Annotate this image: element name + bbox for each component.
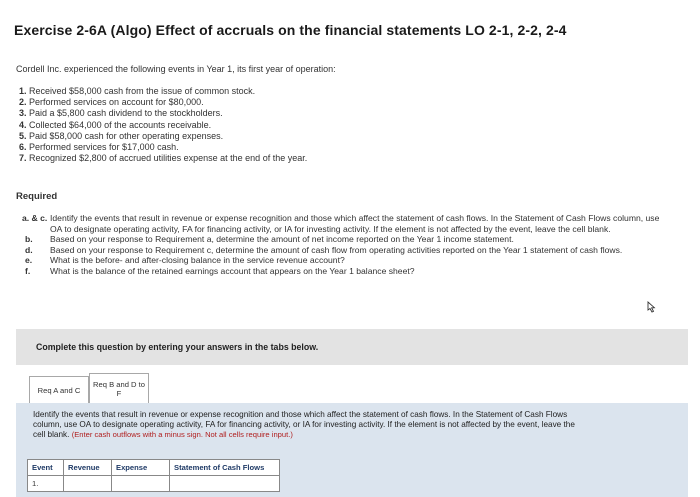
requirement-item <box>22 266 662 277</box>
requirement-text: What is the before- and after-closing balance in the service revenue account? <box>50 255 345 266</box>
tab-req-a-and-c[interactable]: Req A and C <box>29 376 89 404</box>
requirement-label: a. & c. <box>22 213 48 223</box>
event-number: 7. <box>19 153 27 164</box>
event-text: Collected $64,000 of the accounts receivable. <box>29 119 212 130</box>
list-item <box>19 108 307 119</box>
panel-instructions <box>33 410 581 439</box>
revenue-input[interactable] <box>64 476 112 492</box>
event-number: 5. <box>19 130 27 141</box>
cursor-icon <box>644 300 658 314</box>
panel-instruction-text: Identify the events that result in revenue or expense recognition and those which affect the statement of cash flows. In the Statement of Cash Flows column, use OA to designate operating activity, FA for financing activity, or IA for investing activity. If the element is not affected by the event, leave the cell blank. <box>33 410 575 439</box>
event-number: 6. <box>19 142 27 153</box>
requirement-text: Based on your response to Requirement c, determine the amount of cash flow from operating activities reported on the Year 1 statement of cash flows. <box>50 244 623 255</box>
requirement-label: d. <box>25 244 33 255</box>
table-header-row <box>28 460 280 476</box>
event-text: Paid $58,000 cash for other operating expenses. <box>29 130 224 141</box>
event-number: 3. <box>19 108 27 119</box>
event-text: Paid a $5,800 cash dividend to the stockholders. <box>29 108 223 119</box>
event-text: Performed services on account for $80,000. <box>29 97 204 108</box>
complete-prompt: Complete this question by entering your answers in the tabs below. <box>36 342 319 352</box>
event-number: 2. <box>19 97 27 108</box>
expense-input[interactable] <box>112 476 170 492</box>
instructions-banner <box>16 329 688 365</box>
cash-flows-input[interactable] <box>170 476 280 492</box>
list-item <box>19 153 307 164</box>
intro-text: Cordell Inc. experienced the following events in Year 1, its first year of operation: <box>16 64 336 74</box>
event-text: Performed services for $17,000 cash. <box>29 142 179 153</box>
tab-bar <box>20 370 688 404</box>
event-number: 1. <box>19 86 27 96</box>
column-header-cash-flows: Statement of Cash Flows <box>170 460 280 476</box>
input-hint: (Enter cash outflows with a minus sign. Not all cells require input.) <box>71 429 293 439</box>
table-row <box>28 476 280 492</box>
requirement-text: Based on your response to Requirement a, determine the amount of net income reported on the Year 1 income statement. <box>50 234 514 245</box>
list-item <box>19 86 307 97</box>
requirement-item <box>22 234 662 245</box>
event-list <box>19 86 307 164</box>
requirement-item <box>22 213 662 234</box>
requirement-label: f. <box>25 265 31 276</box>
column-header-revenue: Revenue <box>64 460 112 476</box>
answer-table <box>27 459 280 492</box>
requirement-item <box>22 255 662 266</box>
event-number: 4. <box>19 119 27 130</box>
tab-req-b-and-d-to-f[interactable]: Req B and D to F <box>89 373 149 404</box>
event-cell: 1. <box>28 476 64 492</box>
list-item <box>19 142 307 153</box>
list-item <box>19 120 307 131</box>
requirement-label: b. <box>25 234 33 245</box>
event-text: Received $58,000 cash from the issue of common stock. <box>29 86 256 96</box>
page-title: Exercise 2-6A (Algo) Effect of accruals on the financial statements LO 2-1, 2-2, 2-4 <box>14 22 567 38</box>
requirement-label: e. <box>25 255 33 266</box>
requirement-item <box>22 245 662 256</box>
list-item <box>19 97 307 108</box>
requirement-text: What is the balance of the retained earnings account that appears on the Year 1 balance sheet? <box>50 265 415 276</box>
requirement-text: Identify the events that result in revenue or expense recognition and those which affect the statement of cash flows. In the Statement of Cash Flows column, use OA to designate operating activity, FA for financing activity, or IA for investing activity. If the element is not affected by the event, leave the cell blank. <box>50 213 660 234</box>
list-item <box>19 131 307 142</box>
column-header-event: Event <box>28 460 64 476</box>
column-header-expense: Expense <box>112 460 170 476</box>
requirement-list <box>22 213 662 277</box>
event-text: Recognized $2,800 of accrued utilities expense at the end of the year. <box>29 153 308 164</box>
required-heading: Required <box>16 191 58 202</box>
